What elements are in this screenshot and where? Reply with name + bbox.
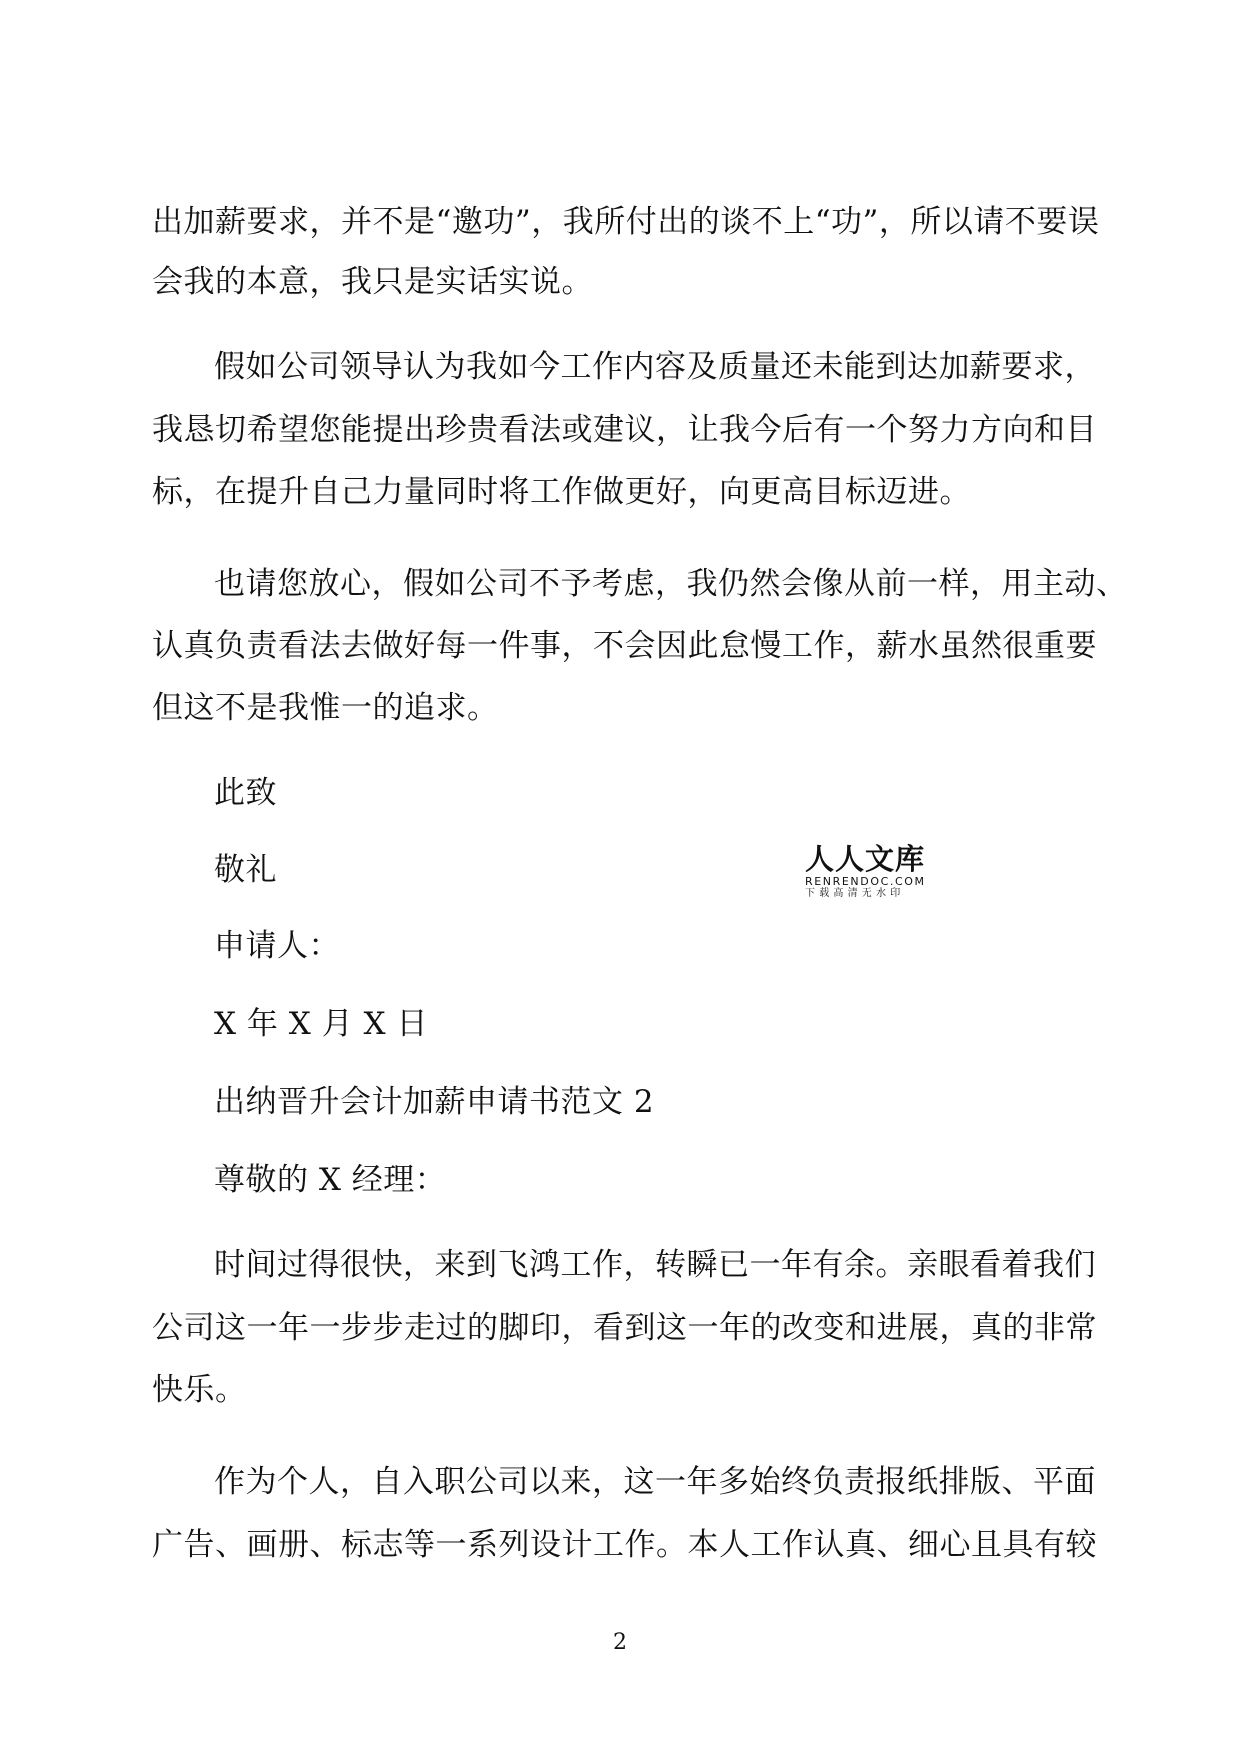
paragraph-line: 认真负责看法去做好每一件事，不会因此怠慢工作，薪水虽然很重要: [152, 628, 1097, 664]
date-line: X 年 X 月 X 日: [214, 1006, 428, 1042]
paragraph-line: 也请您放心，假如公司不予考虑，我仍然会像从前一样，用主动、: [214, 566, 1128, 602]
paragraph-line: 会我的本意，我只是实话实说。: [152, 264, 593, 300]
paragraph-line: 我恳切希望您能提出珍贵看法或建议，让我今后有一个努力方向和目: [152, 412, 1097, 448]
paragraph-line: 广告、画册、标志等一系列设计工作。本人工作认真、细心且具有较: [152, 1527, 1097, 1563]
paragraph-line: 假如公司领导认为我如今工作内容及质量还未能到达加薪要求，: [214, 349, 1096, 385]
watermark-subtitle: 下载高清无水印: [805, 888, 905, 899]
section-title: 出纳晋升会计加薪申请书范文 2: [214, 1084, 655, 1120]
greeting: 尊敬的 X 经理：: [214, 1162, 447, 1198]
watermark-logo: [805, 843, 935, 900]
page-number: 2: [613, 1630, 627, 1655]
paragraph-line: 标，在提升自己力量同时将工作做更好，向更高目标迈进。: [152, 474, 971, 510]
paragraph-line: 但这不是我惟一的追求。: [152, 690, 499, 726]
paragraph-line: 时间过得很快，来到飞鸿工作，转瞬已一年有余。亲眼看着我们: [214, 1247, 1096, 1283]
paragraph-line: 出加薪要求，并不是“邀功”，我所付出的谈不上“功”，所以请不要误: [152, 204, 1100, 240]
watermark-title: 人人文库: [805, 842, 926, 876]
watermark-domain: RENRENDOC.COM: [805, 875, 926, 888]
closing-salutation: 此致: [214, 775, 277, 811]
paragraph-line: 快乐。: [152, 1372, 247, 1408]
paragraph-line: 作为个人，自入职公司以来，这一年多始终负责报纸排版、平面: [214, 1464, 1096, 1500]
closing-regards: 敬礼: [214, 852, 277, 888]
paragraph-line: 公司这一年一步步走过的脚印，看到这一年的改变和进展，真的非常: [152, 1310, 1097, 1346]
applicant-label: 申请人：: [214, 928, 340, 964]
